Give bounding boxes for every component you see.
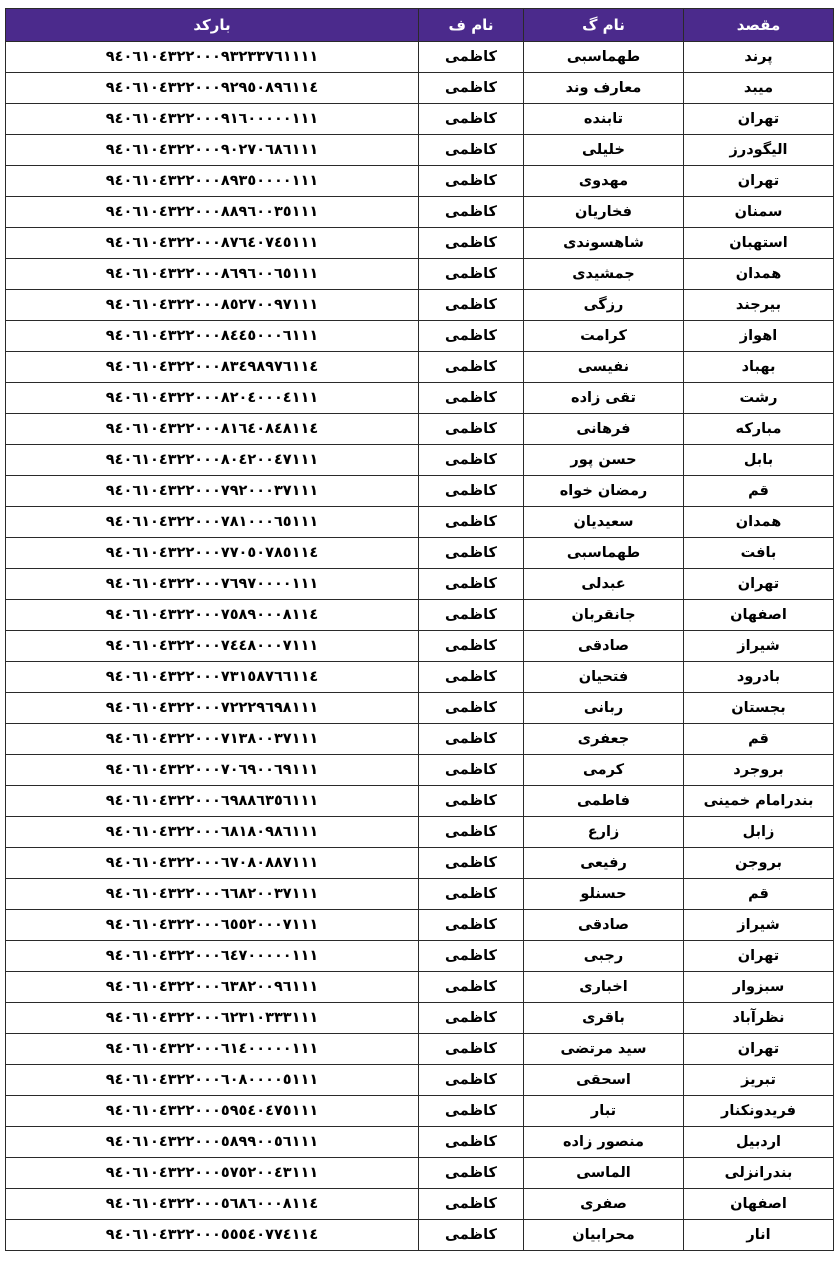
table-row xyxy=(6,817,834,848)
table-row xyxy=(6,228,834,259)
cell-firstname: کاظمی xyxy=(419,197,524,228)
table-row xyxy=(6,476,834,507)
cell-barcode: ٩٤٠٦١٠٤٣٢٢٠٠٠٥٨٩٩٠٠٥٦١١١ xyxy=(6,1127,419,1158)
cell-destination: تهران xyxy=(684,104,834,135)
table-row xyxy=(6,972,834,1003)
cell-lastname: شاهسوندی xyxy=(524,228,684,259)
cell-barcode: ٩٤٠٦١٠٤٣٢٢٠٠٠٥٩٥٤٠٤٧٥١١١ xyxy=(6,1096,419,1127)
cell-barcode: ٩٤٠٦١٠٤٣٢٢٠٠٠٧٦٩٧٠٠٠٠١١١ xyxy=(6,569,419,600)
table-row xyxy=(6,848,834,879)
cell-firstname: کاظمی xyxy=(419,848,524,879)
cell-firstname: کاظمی xyxy=(419,135,524,166)
table-row xyxy=(6,352,834,383)
table-row xyxy=(6,1096,834,1127)
table-row xyxy=(6,724,834,755)
cell-lastname: طهماسبی xyxy=(524,538,684,569)
cell-lastname: طهماسبی xyxy=(524,42,684,73)
cell-firstname: کاظمی xyxy=(419,972,524,1003)
cell-lastname: رمضان خواه xyxy=(524,476,684,507)
cell-destination: تهران xyxy=(684,166,834,197)
table-row xyxy=(6,662,834,693)
cell-barcode: ٩٤٠٦١٠٤٣٢٢٠٠٠٩١٦٠٠٠٠٠١١١ xyxy=(6,104,419,135)
cell-destination: بابل xyxy=(684,445,834,476)
cell-destination: بهباد xyxy=(684,352,834,383)
table-row xyxy=(6,786,834,817)
cell-barcode: ٩٤٠٦١٠٤٣٢٢٠٠٠٨٦٩٦٠٠٦٥١١١ xyxy=(6,259,419,290)
cell-firstname: کاظمی xyxy=(419,1220,524,1251)
cell-barcode: ٩٤٠٦١٠٤٣٢٢٠٠٠٦٩٨٨٦٣٥٦١١١ xyxy=(6,786,419,817)
cell-barcode: ٩٤٠٦١٠٤٣٢٢٠٠٠٧٨١٠٠٠٦٥١١١ xyxy=(6,507,419,538)
cell-destination: اصفهان xyxy=(684,600,834,631)
table-row xyxy=(6,1127,834,1158)
cell-firstname: کاظمی xyxy=(419,941,524,972)
cell-lastname: محرابیان xyxy=(524,1220,684,1251)
cell-lastname: تبار xyxy=(524,1096,684,1127)
table-row xyxy=(6,631,834,662)
cell-lastname: جانقربان xyxy=(524,600,684,631)
cell-firstname: کاظمی xyxy=(419,1065,524,1096)
cell-firstname: کاظمی xyxy=(419,786,524,817)
cell-firstname: کاظمی xyxy=(419,755,524,786)
cell-barcode: ٩٤٠٦١٠٤٣٢٢٠٠٠٧٩٢٠٠٠٣٧١١١ xyxy=(6,476,419,507)
table-row xyxy=(6,538,834,569)
cell-barcode: ٩٤٠٦١٠٤٣٢٢٠٠٠٩٣٢٣٣٧٦١١١١ xyxy=(6,42,419,73)
cell-barcode: ٩٤٠٦١٠٤٣٢٢٠٠٠٧٤٤٨٠٠٠٧١١١ xyxy=(6,631,419,662)
table-row xyxy=(6,290,834,321)
cell-lastname: ربانی xyxy=(524,693,684,724)
cell-barcode: ٩٤٠٦١٠٤٣٢٢٠٠٠٧٢٢٢٩٦٩٨١١١ xyxy=(6,693,419,724)
cell-destination: بادرود xyxy=(684,662,834,693)
cell-destination: بیرجند xyxy=(684,290,834,321)
cell-barcode: ٩٤٠٦١٠٤٣٢٢٠٠٠٦٦٨٢٠٠٣٧١١١ xyxy=(6,879,419,910)
cell-destination: تبریز xyxy=(684,1065,834,1096)
cell-destination: قم xyxy=(684,879,834,910)
cell-lastname: باقری xyxy=(524,1003,684,1034)
table-row xyxy=(6,197,834,228)
cell-barcode: ٩٤٠٦١٠٤٣٢٢٠٠٠٦٤٧٠٠٠٠٠١١١ xyxy=(6,941,419,972)
cell-lastname: رجبی xyxy=(524,941,684,972)
cell-barcode: ٩٤٠٦١٠٤٣٢٢٠٠٠٧٣١٥٨٧٦٦١١٤ xyxy=(6,662,419,693)
cell-barcode: ٩٤٠٦١٠٤٣٢٢٠٠٠٦٥٥٢٠٠٠٧١١١ xyxy=(6,910,419,941)
table-row xyxy=(6,73,834,104)
cell-lastname: منصور زاده xyxy=(524,1127,684,1158)
cell-firstname: کاظمی xyxy=(419,476,524,507)
cell-destination: شیراز xyxy=(684,910,834,941)
table-row xyxy=(6,135,834,166)
cell-destination: نظرآباد xyxy=(684,1003,834,1034)
cell-destination: اهواز xyxy=(684,321,834,352)
cell-destination: مبارکه xyxy=(684,414,834,445)
cell-destination: الیگودرز xyxy=(684,135,834,166)
cell-barcode: ٩٤٠٦١٠٤٣٢٢٠٠٠٥٥٥٤٠٧٧٤١١٤ xyxy=(6,1220,419,1251)
cell-destination: تهران xyxy=(684,1034,834,1065)
cell-firstname: کاظمی xyxy=(419,724,524,755)
cell-destination: اردبیل xyxy=(684,1127,834,1158)
cell-lastname: فتحیان xyxy=(524,662,684,693)
cell-destination: میبد xyxy=(684,73,834,104)
table-row xyxy=(6,569,834,600)
cell-lastname: تابنده xyxy=(524,104,684,135)
cell-destination: پرند xyxy=(684,42,834,73)
cell-destination: بندرامام خمینی xyxy=(684,786,834,817)
cell-firstname: کاظمی xyxy=(419,259,524,290)
cell-barcode: ٩٤٠٦١٠٤٣٢٢٠٠٠٨١٦٤٠٨٤٨١١٤ xyxy=(6,414,419,445)
cell-barcode: ٩٤٠٦١٠٤٣٢٢٠٠٠٨٥٢٧٠٠٩٧١١١ xyxy=(6,290,419,321)
cell-firstname: کاظمی xyxy=(419,569,524,600)
cell-firstname: کاظمی xyxy=(419,228,524,259)
cell-destination: انار xyxy=(684,1220,834,1251)
cell-lastname: فرهانی xyxy=(524,414,684,445)
cell-destination: تهران xyxy=(684,569,834,600)
table-header-row xyxy=(6,9,834,42)
table-row xyxy=(6,104,834,135)
cell-destination: بروجن xyxy=(684,848,834,879)
cell-destination: سبزوار xyxy=(684,972,834,1003)
column-header-barcode: بارکد xyxy=(6,9,419,42)
cell-lastname: تقی زاده xyxy=(524,383,684,414)
cell-barcode: ٩٤٠٦١٠٤٣٢٢٠٠٠٧٧٠٥٠٧٨٥١١٤ xyxy=(6,538,419,569)
cell-firstname: کاظمی xyxy=(419,1034,524,1065)
cell-firstname: کاظمی xyxy=(419,414,524,445)
cell-firstname: کاظمی xyxy=(419,352,524,383)
cell-barcode: ٩٤٠٦١٠٤٣٢٢٠٠٠٨٣٤٩٨٩٧٦١١٤ xyxy=(6,352,419,383)
cell-firstname: کاظمی xyxy=(419,166,524,197)
cell-lastname: جعفری xyxy=(524,724,684,755)
table-row xyxy=(6,600,834,631)
cell-barcode: ٩٤٠٦١٠٤٣٢٢٠٠٠٨٧٦٤٠٧٤٥١١١ xyxy=(6,228,419,259)
table-row xyxy=(6,259,834,290)
cell-lastname: الماسی xyxy=(524,1158,684,1189)
cell-barcode: ٩٤٠٦١٠٤٣٢٢٠٠٠٧٥٨٩٠٠٠٨١١٤ xyxy=(6,600,419,631)
cell-lastname: سید مرتضی xyxy=(524,1034,684,1065)
table-row xyxy=(6,414,834,445)
cell-firstname: کاظمی xyxy=(419,42,524,73)
cell-barcode: ٩٤٠٦١٠٤٣٢٢٠٠٠٨٠٤٢٠٠٤٧١١١ xyxy=(6,445,419,476)
cell-firstname: کاظمی xyxy=(419,693,524,724)
cell-barcode: ٩٤٠٦١٠٤٣٢٢٠٠٠٩٢٩٥٠٨٩٦١١٤ xyxy=(6,73,419,104)
table-body xyxy=(6,42,834,1251)
column-header-firstname: نام ف xyxy=(419,9,524,42)
table-row xyxy=(6,1220,834,1251)
cell-firstname: کاظمی xyxy=(419,321,524,352)
cell-lastname: رزگی xyxy=(524,290,684,321)
cell-firstname: کاظمی xyxy=(419,383,524,414)
cell-firstname: کاظمی xyxy=(419,538,524,569)
cell-destination: زابل xyxy=(684,817,834,848)
cell-barcode: ٩٤٠٦١٠٤٣٢٢٠٠٠٨٢٠٤٠٠٠٤١١١ xyxy=(6,383,419,414)
shipment-table xyxy=(5,8,834,1251)
cell-destination: فریدونکنار xyxy=(684,1096,834,1127)
cell-destination: بروجرد xyxy=(684,755,834,786)
cell-lastname: معارف وند xyxy=(524,73,684,104)
cell-lastname: خلیلی xyxy=(524,135,684,166)
cell-firstname: کاظمی xyxy=(419,445,524,476)
table-row xyxy=(6,941,834,972)
cell-barcode: ٩٤٠٦١٠٤٣٢٢٠٠٠٩٠٢٧٠٦٨٦١١١ xyxy=(6,135,419,166)
cell-lastname: صادقی xyxy=(524,631,684,662)
cell-destination: بجستان xyxy=(684,693,834,724)
cell-destination: رشت xyxy=(684,383,834,414)
table-row xyxy=(6,42,834,73)
cell-destination: اصفهان xyxy=(684,1189,834,1220)
cell-firstname: کاظمی xyxy=(419,1096,524,1127)
cell-lastname: مهدوی xyxy=(524,166,684,197)
table-row xyxy=(6,693,834,724)
table-row xyxy=(6,383,834,414)
cell-firstname: کاظمی xyxy=(419,600,524,631)
cell-barcode: ٩٤٠٦١٠٤٣٢٢٠٠٠٦٢٣١٠٣٣٣١١١ xyxy=(6,1003,419,1034)
table-row xyxy=(6,445,834,476)
cell-destination: بندرانزلی xyxy=(684,1158,834,1189)
cell-firstname: کاظمی xyxy=(419,1003,524,1034)
cell-lastname: جمشیدی xyxy=(524,259,684,290)
cell-barcode: ٩٤٠٦١٠٤٣٢٢٠٠٠٨٨٩٦٠٠٣٥١١١ xyxy=(6,197,419,228)
table-row xyxy=(6,321,834,352)
column-header-lastname: نام گ xyxy=(524,9,684,42)
cell-barcode: ٩٤٠٦١٠٤٣٢٢٠٠٠٥٦٨٦٠٠٠٨١١٤ xyxy=(6,1189,419,1220)
cell-firstname: کاظمی xyxy=(419,1189,524,1220)
cell-firstname: کاظمی xyxy=(419,1158,524,1189)
cell-firstname: کاظمی xyxy=(419,631,524,662)
cell-lastname: حسنلو xyxy=(524,879,684,910)
cell-destination: شیراز xyxy=(684,631,834,662)
cell-lastname: صادقی xyxy=(524,910,684,941)
cell-lastname: اسحقی xyxy=(524,1065,684,1096)
cell-barcode: ٩٤٠٦١٠٤٣٢٢٠٠٠٥٧٥٢٠٠٤٣١١١ xyxy=(6,1158,419,1189)
cell-destination: بافت xyxy=(684,538,834,569)
cell-lastname: سعیدیان xyxy=(524,507,684,538)
cell-lastname: زارع xyxy=(524,817,684,848)
cell-barcode: ٩٤٠٦١٠٤٣٢٢٠٠٠٦٨١٨٠٩٨٦١١١ xyxy=(6,817,419,848)
table-row xyxy=(6,1189,834,1220)
cell-firstname: کاظمی xyxy=(419,910,524,941)
cell-barcode: ٩٤٠٦١٠٤٣٢٢٠٠٠٦٣٨٢٠٠٩٦١١١ xyxy=(6,972,419,1003)
table-row xyxy=(6,755,834,786)
cell-destination: همدان xyxy=(684,259,834,290)
cell-lastname: حسن پور xyxy=(524,445,684,476)
cell-lastname: رفیعی xyxy=(524,848,684,879)
cell-destination: همدان xyxy=(684,507,834,538)
cell-barcode: ٩٤٠٦١٠٤٣٢٢٠٠٠٦٧٠٨٠٨٨٧١١١ xyxy=(6,848,419,879)
cell-firstname: کاظمی xyxy=(419,879,524,910)
cell-lastname: کرمی xyxy=(524,755,684,786)
cell-barcode: ٩٤٠٦١٠٤٣٢٢٠٠٠٦١٤٠٠٠٠٠١١١ xyxy=(6,1034,419,1065)
cell-barcode: ٩٤٠٦١٠٤٣٢٢٠٠٠٧٠٦٩٠٠٦٩١١١ xyxy=(6,755,419,786)
cell-firstname: کاظمی xyxy=(419,662,524,693)
cell-lastname: اخباری xyxy=(524,972,684,1003)
table-header xyxy=(6,9,834,42)
cell-lastname: فخاریان xyxy=(524,197,684,228)
table-row xyxy=(6,1003,834,1034)
table-row xyxy=(6,1065,834,1096)
cell-firstname: کاظمی xyxy=(419,1127,524,1158)
cell-firstname: کاظمی xyxy=(419,73,524,104)
column-header-destination: مقصد xyxy=(684,9,834,42)
cell-destination: استهبان xyxy=(684,228,834,259)
table-row xyxy=(6,879,834,910)
cell-destination: تهران xyxy=(684,941,834,972)
cell-destination: قم xyxy=(684,724,834,755)
cell-lastname: کرامت xyxy=(524,321,684,352)
cell-firstname: کاظمی xyxy=(419,290,524,321)
cell-barcode: ٩٤٠٦١٠٤٣٢٢٠٠٠٧١٣٨٠٠٣٧١١١ xyxy=(6,724,419,755)
table-row xyxy=(6,910,834,941)
cell-lastname: نفیسی xyxy=(524,352,684,383)
cell-destination: قم xyxy=(684,476,834,507)
cell-lastname: عبدلی xyxy=(524,569,684,600)
table-row xyxy=(6,507,834,538)
cell-lastname: فاطمی xyxy=(524,786,684,817)
cell-firstname: کاظمی xyxy=(419,104,524,135)
cell-barcode: ٩٤٠٦١٠٤٣٢٢٠٠٠٦٠٨٠٠٠٠٥١١١ xyxy=(6,1065,419,1096)
cell-firstname: کاظمی xyxy=(419,817,524,848)
cell-destination: سمنان xyxy=(684,197,834,228)
table-row xyxy=(6,1034,834,1065)
cell-firstname: کاظمی xyxy=(419,507,524,538)
table-row xyxy=(6,1158,834,1189)
cell-lastname: صفری xyxy=(524,1189,684,1220)
cell-barcode: ٩٤٠٦١٠٤٣٢٢٠٠٠٨٤٤٥٠٠٠٦١١١ xyxy=(6,321,419,352)
cell-barcode: ٩٤٠٦١٠٤٣٢٢٠٠٠٨٩٣٥٠٠٠٠١١١ xyxy=(6,166,419,197)
table-row xyxy=(6,166,834,197)
